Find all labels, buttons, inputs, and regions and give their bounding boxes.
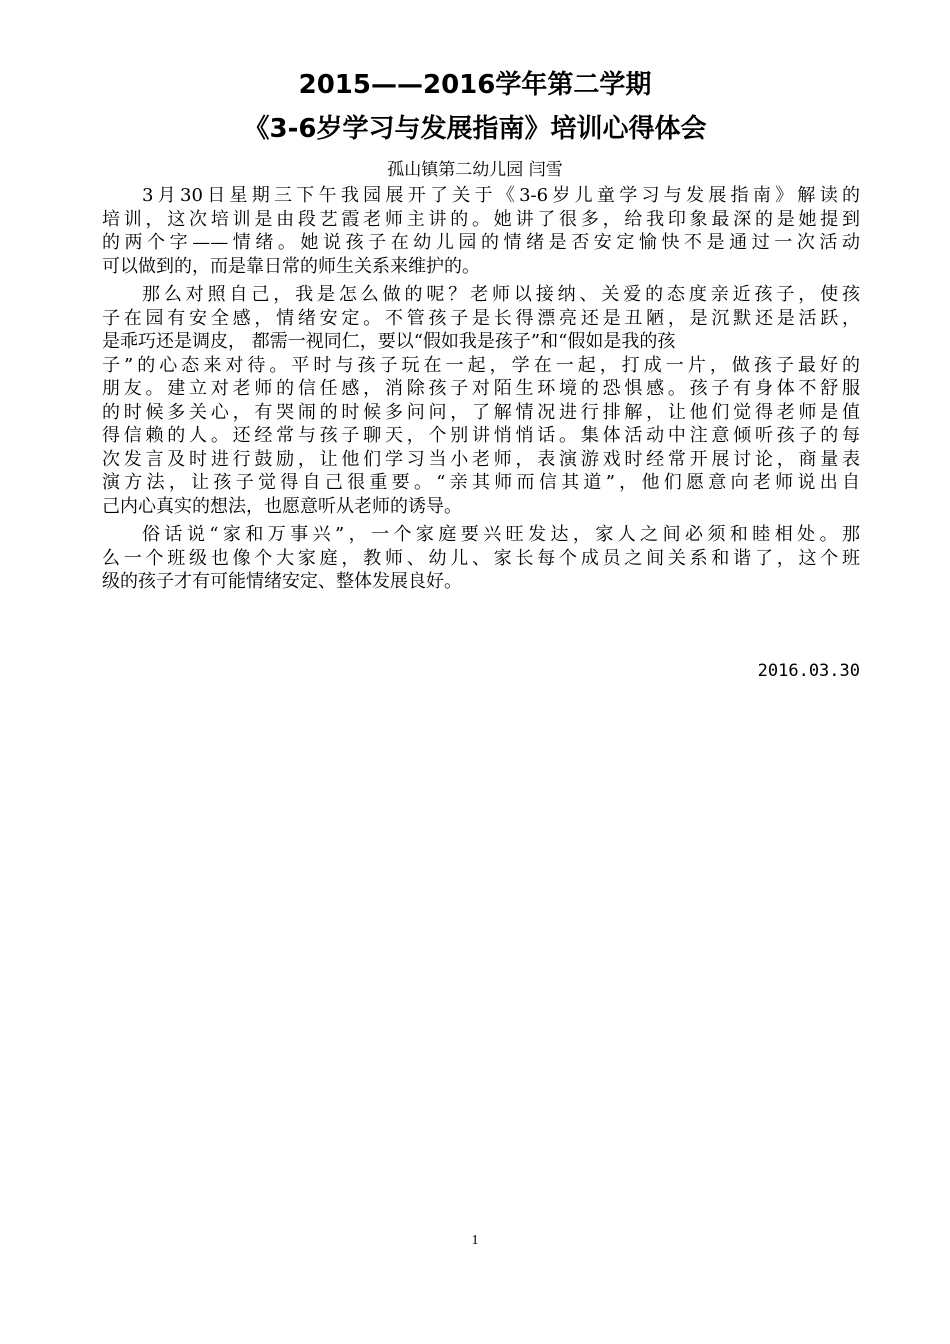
paragraph-line: 培训，这次培训是由段艺霞老师主讲的。她讲了很多，给我印象最深的是她提到 (102, 208, 860, 230)
author-line: 孤山镇第二幼儿园 闫雪 (387, 160, 563, 180)
paragraph-line: 那么对照自己，我是怎么做的呢？老师以接纳、关爱的态度亲近孩子，使孩 (142, 284, 860, 305)
paragraph-line: 子在园有安全感，情绪安定。不管孩子是长得漂亮还是丑陋，是沉默还是活跃， (102, 307, 860, 329)
document-title-line-2: 《3-6岁学习与发展指南》培训心得体会 (243, 114, 707, 144)
paragraph-line: 是乖巧还是调皮， 都需一视同仁，要以“假如我是孩子”和“假如是我的孩 (102, 331, 676, 352)
paragraph-line: 朋友。建立对老师的信任感，消除孩子对陌生环境的恐惧感。孩子有身体不舒服 (102, 378, 860, 399)
paragraph-line: 级的孩子才有可能情绪安定、整体发展良好。 (102, 571, 462, 592)
page-number: 1 (471, 1233, 479, 1248)
paragraph-line: 俗话说“家和万事兴”，一个家庭要兴旺发达，家人之间必须和睦相处。那 (142, 524, 860, 545)
paragraph-line: 的时候多关心，有哭闹的时候多问问，了解情况进行排解，让他们觉得老师是值 (102, 401, 860, 423)
paragraph-line: 可以做到的，而是靠日常的师生关系来维护的。 (102, 255, 480, 277)
paragraph-line: 己内心真实的想法，也愿意听从老师的诱导。 (102, 495, 462, 517)
paragraph-line: 次发言及时进行鼓励，让他们学习当小老师，表演游戏时经常开展讨论，商量表 (102, 448, 860, 470)
document-title-line-1: 2015——2016学年第二学期 (298, 70, 652, 100)
paragraph-line: 演方法，让孩子觉得自己很重要。“亲其师而信其道”，他们愿意向老师说出自 (102, 472, 860, 493)
paragraph-line: 3月30日星期三下午我园展开了关于《3-6岁儿童学习与发展指南》解读的 (142, 185, 860, 206)
document-body (102, 184, 860, 599)
document-date: 2016.03.30 (757, 661, 860, 681)
paragraph-2 (102, 283, 860, 518)
paragraph-line: 得信赖的人。还经常与孩子聊天，个别讲悄悄话。集体活动中注意倾听孩子的每 (102, 425, 860, 446)
paragraph-line: 子”的心态来对待。平时与孩子玩在一起，学在一起，打成一片，做孩子最好的 (102, 354, 860, 376)
paragraph-1 (102, 184, 860, 278)
paragraph-line: 的两个字——情绪。她说孩子在幼儿园的情绪是否安定愉快不是通过一次活动 (102, 232, 860, 253)
paragraph-line: 么一个班级也像个大家庭，教师、幼儿、家长每个成员之间关系和谐了，这个班 (102, 547, 860, 569)
paragraph-3 (102, 523, 860, 594)
